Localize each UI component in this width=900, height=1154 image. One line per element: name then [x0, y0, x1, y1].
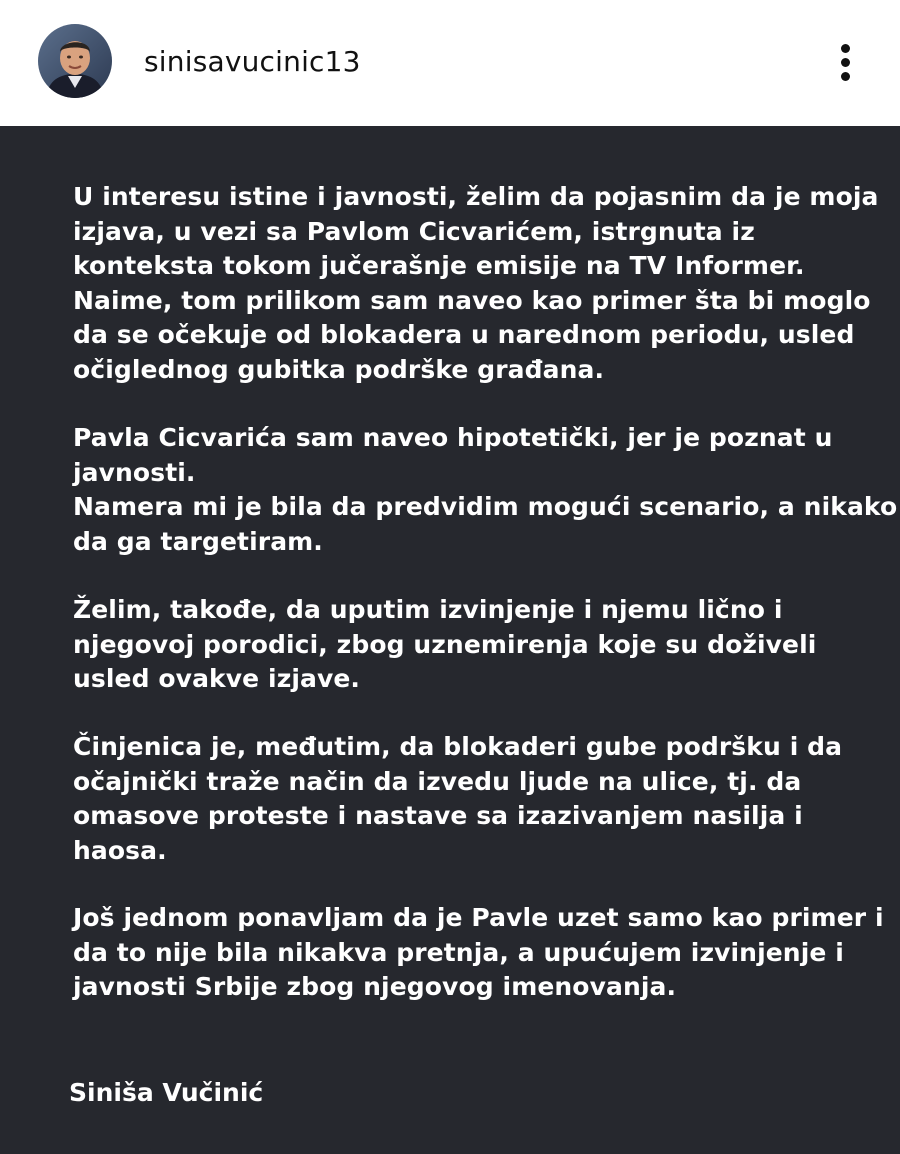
more-vertical-icon-dot	[841, 72, 850, 81]
more-vertical-icon	[841, 44, 850, 53]
username[interactable]: sinisavucinic13	[144, 45, 361, 78]
text-line: usled ovakve izjave.	[73, 664, 361, 693]
more-options-button[interactable]	[826, 38, 866, 86]
avatar[interactable]	[38, 24, 112, 98]
text-line: Još jednom ponavljam da je Pavle uzet samo kao primer i	[73, 903, 884, 932]
text-line: Želim, takođe, da uputim izvinjenje i njemu lično i	[73, 595, 783, 624]
post-header	[0, 0, 900, 126]
text-line: da se očekuje od blokadera u narednom periodu, usled	[73, 320, 855, 349]
paragraph	[73, 180, 879, 387]
text-line: da to nije bila nikakva pretnja, a upućujem izvinjenje i	[73, 937, 844, 967]
text-line: Naime, tom prilikom sam naveo kao primer šta bi moglo	[73, 285, 871, 315]
text-line: javnosti.	[73, 457, 196, 487]
text-line: Namera mi je bila da predvidim mogući scenario, a nikako	[73, 492, 898, 521]
text-line: Pavla Cicvarića sam naveo hipotetički, jer je poznat u	[73, 423, 833, 452]
text-line: da ga targetiram.	[73, 526, 323, 556]
signature: Siniša Vučinić	[69, 1078, 264, 1107]
text-line: izjava, u vezi sa Pavlom Cicvarićem, istrgnuta iz	[73, 216, 755, 246]
paragraph	[73, 593, 863, 697]
text-line: očiglednog gubitka podrške građana.	[73, 354, 605, 384]
text-line: omasove proteste i nastave sa izazivanjem nasilja i	[73, 801, 803, 830]
text-line: konteksta tokom jučerašnje emisije na TV Informer.	[73, 251, 805, 280]
paragraph	[73, 901, 884, 1005]
text-line: očajnički traže način da izvedu ljude na ulice, tj. da	[73, 766, 802, 796]
more-vertical-icon-dot	[841, 58, 850, 67]
profile-photo-icon	[38, 24, 112, 98]
paragraph	[73, 421, 898, 559]
text-line: javnosti Srbije zbog njegovog imenovanja.	[73, 972, 677, 1001]
paragraph	[73, 730, 863, 868]
text-line: U interesu istine i javnosti, želim da pojasnim da je moja	[73, 182, 879, 211]
post-image	[0, 126, 900, 1154]
text-line: haosa.	[73, 835, 167, 865]
text-line: Činjenica je, međutim, da blokaderi gube podršku i da	[73, 732, 843, 761]
text-line: njegovoj porodici, zbog uznemirenja koje su doživeli	[73, 629, 817, 659]
